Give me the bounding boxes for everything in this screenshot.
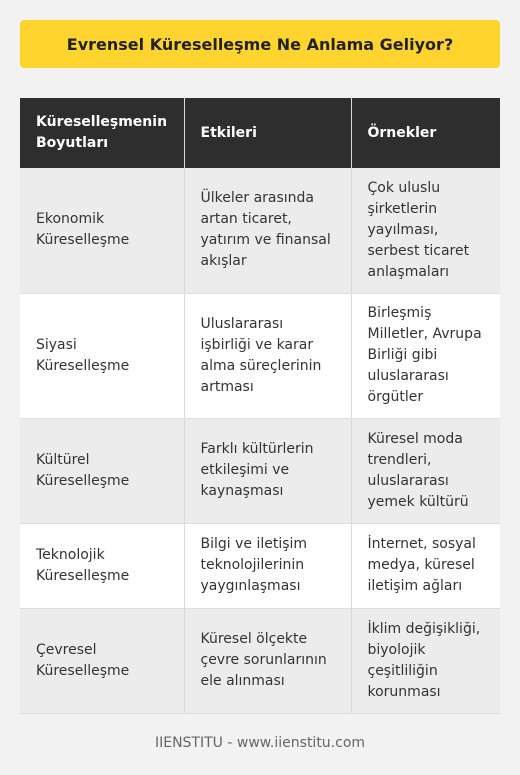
effects-cell: Küresel ölçekte çevre sorunlarının ele alınması <box>184 608 351 713</box>
effects-cell: Bilgi ve iletişim teknolojilerinin yaygınlaşması <box>184 523 351 608</box>
examples-cell: İklim değişikliği, biyolojik çeşitliliğin korunması <box>351 608 500 713</box>
table-row <box>20 168 500 293</box>
dimension-cell: Siyasi Küreselleşme <box>20 293 184 418</box>
table-row <box>20 418 500 523</box>
header-effects: Etkileri <box>184 98 351 168</box>
globalization-table <box>20 98 500 714</box>
table-row <box>20 523 500 608</box>
dimension-cell: Kültürel Küreselleşme <box>20 418 184 523</box>
effects-cell: Uluslararası işbirliği ve karar alma süreçlerinin artması <box>184 293 351 418</box>
dimension-cell: Ekonomik Küreselleşme <box>20 168 184 293</box>
footer-credit: IIENSTITU - www.iienstitu.com <box>154 735 366 751</box>
effects-cell: Farklı kültürlerin etkileşimi ve kaynaşması <box>184 418 351 523</box>
table-row <box>20 293 500 418</box>
page-title: Evrensel Küreselleşme Ne Anlama Geliyor? <box>20 20 500 68</box>
dimension-cell: Teknolojik Küreselleşme <box>20 523 184 608</box>
examples-cell: İnternet, sosyal medya, küresel iletişim ağları <box>351 523 500 608</box>
table-row <box>20 608 500 713</box>
examples-cell: Çok uluslu şirketlerin yayılması, serbest ticaret anlaşmaları <box>351 168 500 293</box>
header-dimensions: Küreselleşmenin Boyutları <box>20 98 184 168</box>
examples-cell: Birleşmiş Milletler, Avrupa Birliği gibi uluslararası örgütler <box>351 293 500 418</box>
header-examples: Örnekler <box>351 98 500 168</box>
effects-cell: Ülkeler arasında artan ticaret, yatırım ve finansal akışlar <box>184 168 351 293</box>
table-header-row <box>20 98 500 168</box>
dimension-cell: Çevresel Küreselleşme <box>20 608 184 713</box>
examples-cell: Küresel moda trendleri, uluslararası yemek kültürü <box>351 418 500 523</box>
